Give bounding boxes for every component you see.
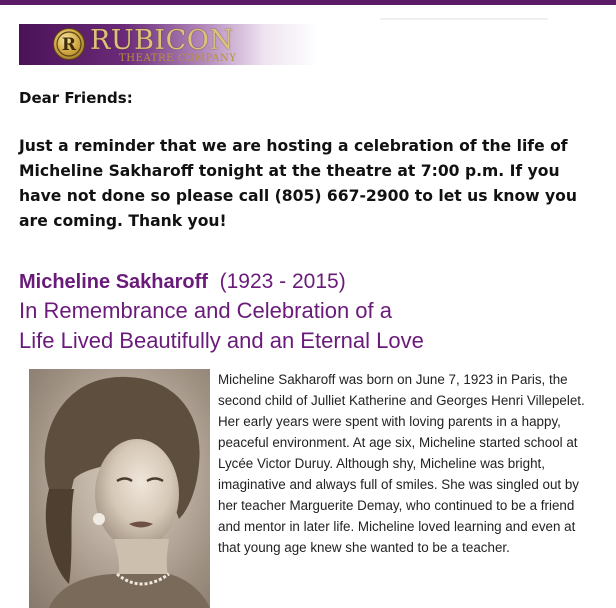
memorial-name: Micheline Sakharoff — [19, 271, 208, 293]
memorial-years: (1923 - 2015) — [219, 270, 346, 293]
memorial-subtitle-line1: In Remembrance and Celebration of a — [19, 298, 392, 323]
top-rule — [0, 0, 616, 5]
portrait-illustration — [29, 369, 210, 608]
logo-tagline: THEATRE COMPANY — [119, 53, 237, 64]
logo-emblem-icon — [53, 28, 85, 60]
reminder-message: Just a reminder that we are hosting a celebration of the life of Micheline Sakharoff tonight at the theatre at 7:00 p.m. If you have not done so please call (805) 667-2900 to let us know you are coming. Thank you! — [19, 137, 577, 230]
biography-text: Micheline Sakharoff was born on June 7, 1923 in Paris, the second child of Julliet Katherine and Georges Henri Villepelet. Her early years were spent with loving parents in a happy, peaceful environment. At age six, Micheline started school at Lycée Victor Duruy. Although shy, Micheline was bright, imaginative and always full of smiles. She was singled out by her teacher Marguerite Demay, who continued to be a friend and mentor in later life. Micheline loved learning and even at that young age knew she wanted to be a teacher. — [218, 372, 585, 555]
logo-monogram: R — [61, 35, 77, 55]
rubicon-logo[interactable] — [19, 24, 319, 65]
memorial-subtitle-line2: Life Lived Beautifully and an Eternal Love — [19, 328, 424, 353]
faint-divider — [380, 18, 548, 20]
greeting: Dear Friends: — [19, 89, 133, 107]
memorial-heading — [19, 267, 609, 356]
portrait-photo — [29, 369, 210, 608]
memorial-title-line — [19, 267, 609, 296]
logo-name: RUBICON — [90, 25, 234, 56]
